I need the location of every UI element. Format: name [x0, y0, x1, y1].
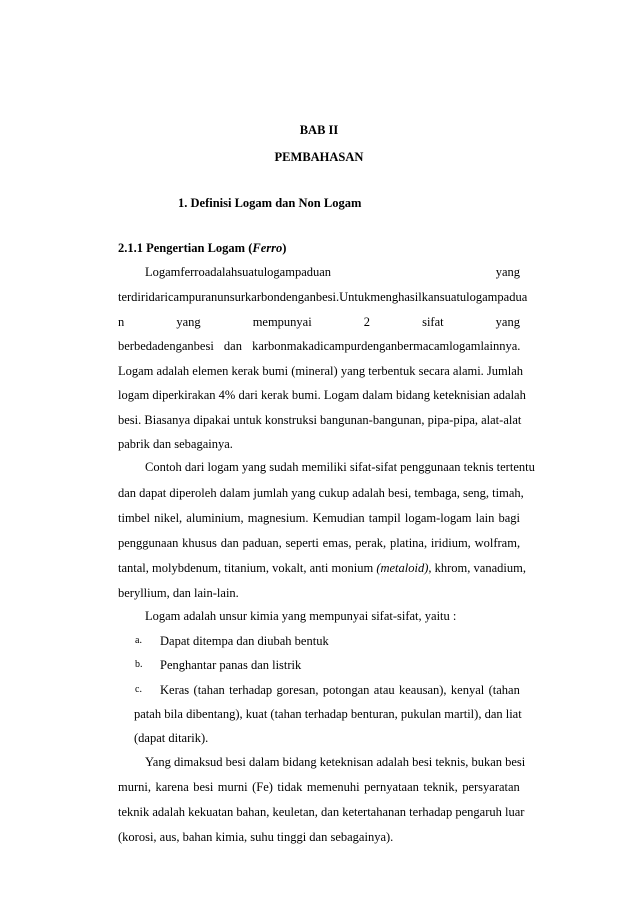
list-marker: a.: [135, 635, 142, 646]
paragraph-line: penggunaan khusus dan paduan, seperti emas, perak, platina, iridium, wolfram,: [118, 536, 521, 550]
paragraph-line: logam diperkirakan 4% dari kerak bumi. Logam dalam bidang keteknisian adalah: [118, 388, 526, 402]
paragraph-line: Contoh dari logam yang sudah memiliki sifat-sifat penggunaan teknis tertentu: [145, 460, 535, 474]
chapter-label: BAB II: [299, 123, 339, 137]
paragraph-line: terdiridaricampuranunsurkarbondenganbesi.Untukmenghasilkansuatulogampadua: [118, 290, 528, 304]
list-item-continuation: patah bila dibentang), kuat (tahan terhadap benturan, pukulan martil), dan liat: [134, 707, 522, 721]
paragraph-line: n yang mempunyai 2 sifat yang: [118, 315, 520, 329]
paragraph-line: besi. Biasanya dipakai untuk konstruksi bangunan-bangunan, pipa-pipa, alat-alat: [118, 413, 522, 427]
paragraph-line: timbel nikel, aluminium, magnesium. Kemudian tampil logam-logam lain bagi: [118, 511, 521, 525]
subsection-heading: 2.1.1 Pengertian Logam (Ferro): [118, 241, 287, 255]
paragraph-line: beryllium, dan lain-lain.: [118, 586, 239, 600]
section-heading: 1. Definisi Logam dan Non Logam: [178, 196, 362, 210]
paragraph-line: Logam adalah elemen kerak bumi (mineral) yang terbentuk secara alami. Jumlah: [118, 364, 524, 378]
paragraph-line: murni, karena besi murni (Fe) tidak memenuhi pernyataan teknik, persyaratan: [118, 780, 520, 794]
chapter-title: PEMBAHASAN: [274, 150, 364, 164]
paragraph-line: Yang dimaksud besi dalam bidang keteknisan adalah besi teknis, bukan besi: [145, 755, 526, 769]
paragraph-line: (korosi, aus, bahan kimia, suhu tinggi dan sebagainya).: [118, 830, 394, 844]
list-item: Keras (tahan terhadap goresan, potongan atau keausan), kenyal (tahan: [160, 683, 520, 697]
list-item: Dapat ditempa dan diubah bentuk: [160, 634, 329, 648]
paragraph-line: dan dapat diperoleh dalam jumlah yang cukup adalah besi, tembaga, seng, timah,: [118, 486, 524, 500]
list-item: Penghantar panas dan listrik: [160, 658, 302, 672]
list-marker: c.: [135, 684, 142, 695]
paragraph-line: berbedadenganbesi dan karbonmakadicampurdenganbermacamlogamlainnya.: [118, 339, 521, 353]
list-item-continuation: (dapat ditarik).: [134, 731, 209, 745]
paragraph-line: teknik adalah kekuatan bahan, keuletan, dan ketertahanan terhadap pengaruh luar: [118, 805, 525, 819]
paragraph-line: Logam adalah unsur kimia yang mempunyai sifat-sifat, yaitu :: [145, 609, 457, 623]
paragraph-line: Logamferroadalahsuatulogampaduan yang: [145, 265, 520, 279]
paragraph-line: pabrik dan sebagainya.: [118, 437, 233, 451]
list-marker: b.: [135, 659, 143, 670]
paragraph-line: tantal, molybdenum, titanium, vokalt, anti monium (metaloid), khrom, vanadium,: [118, 561, 526, 575]
